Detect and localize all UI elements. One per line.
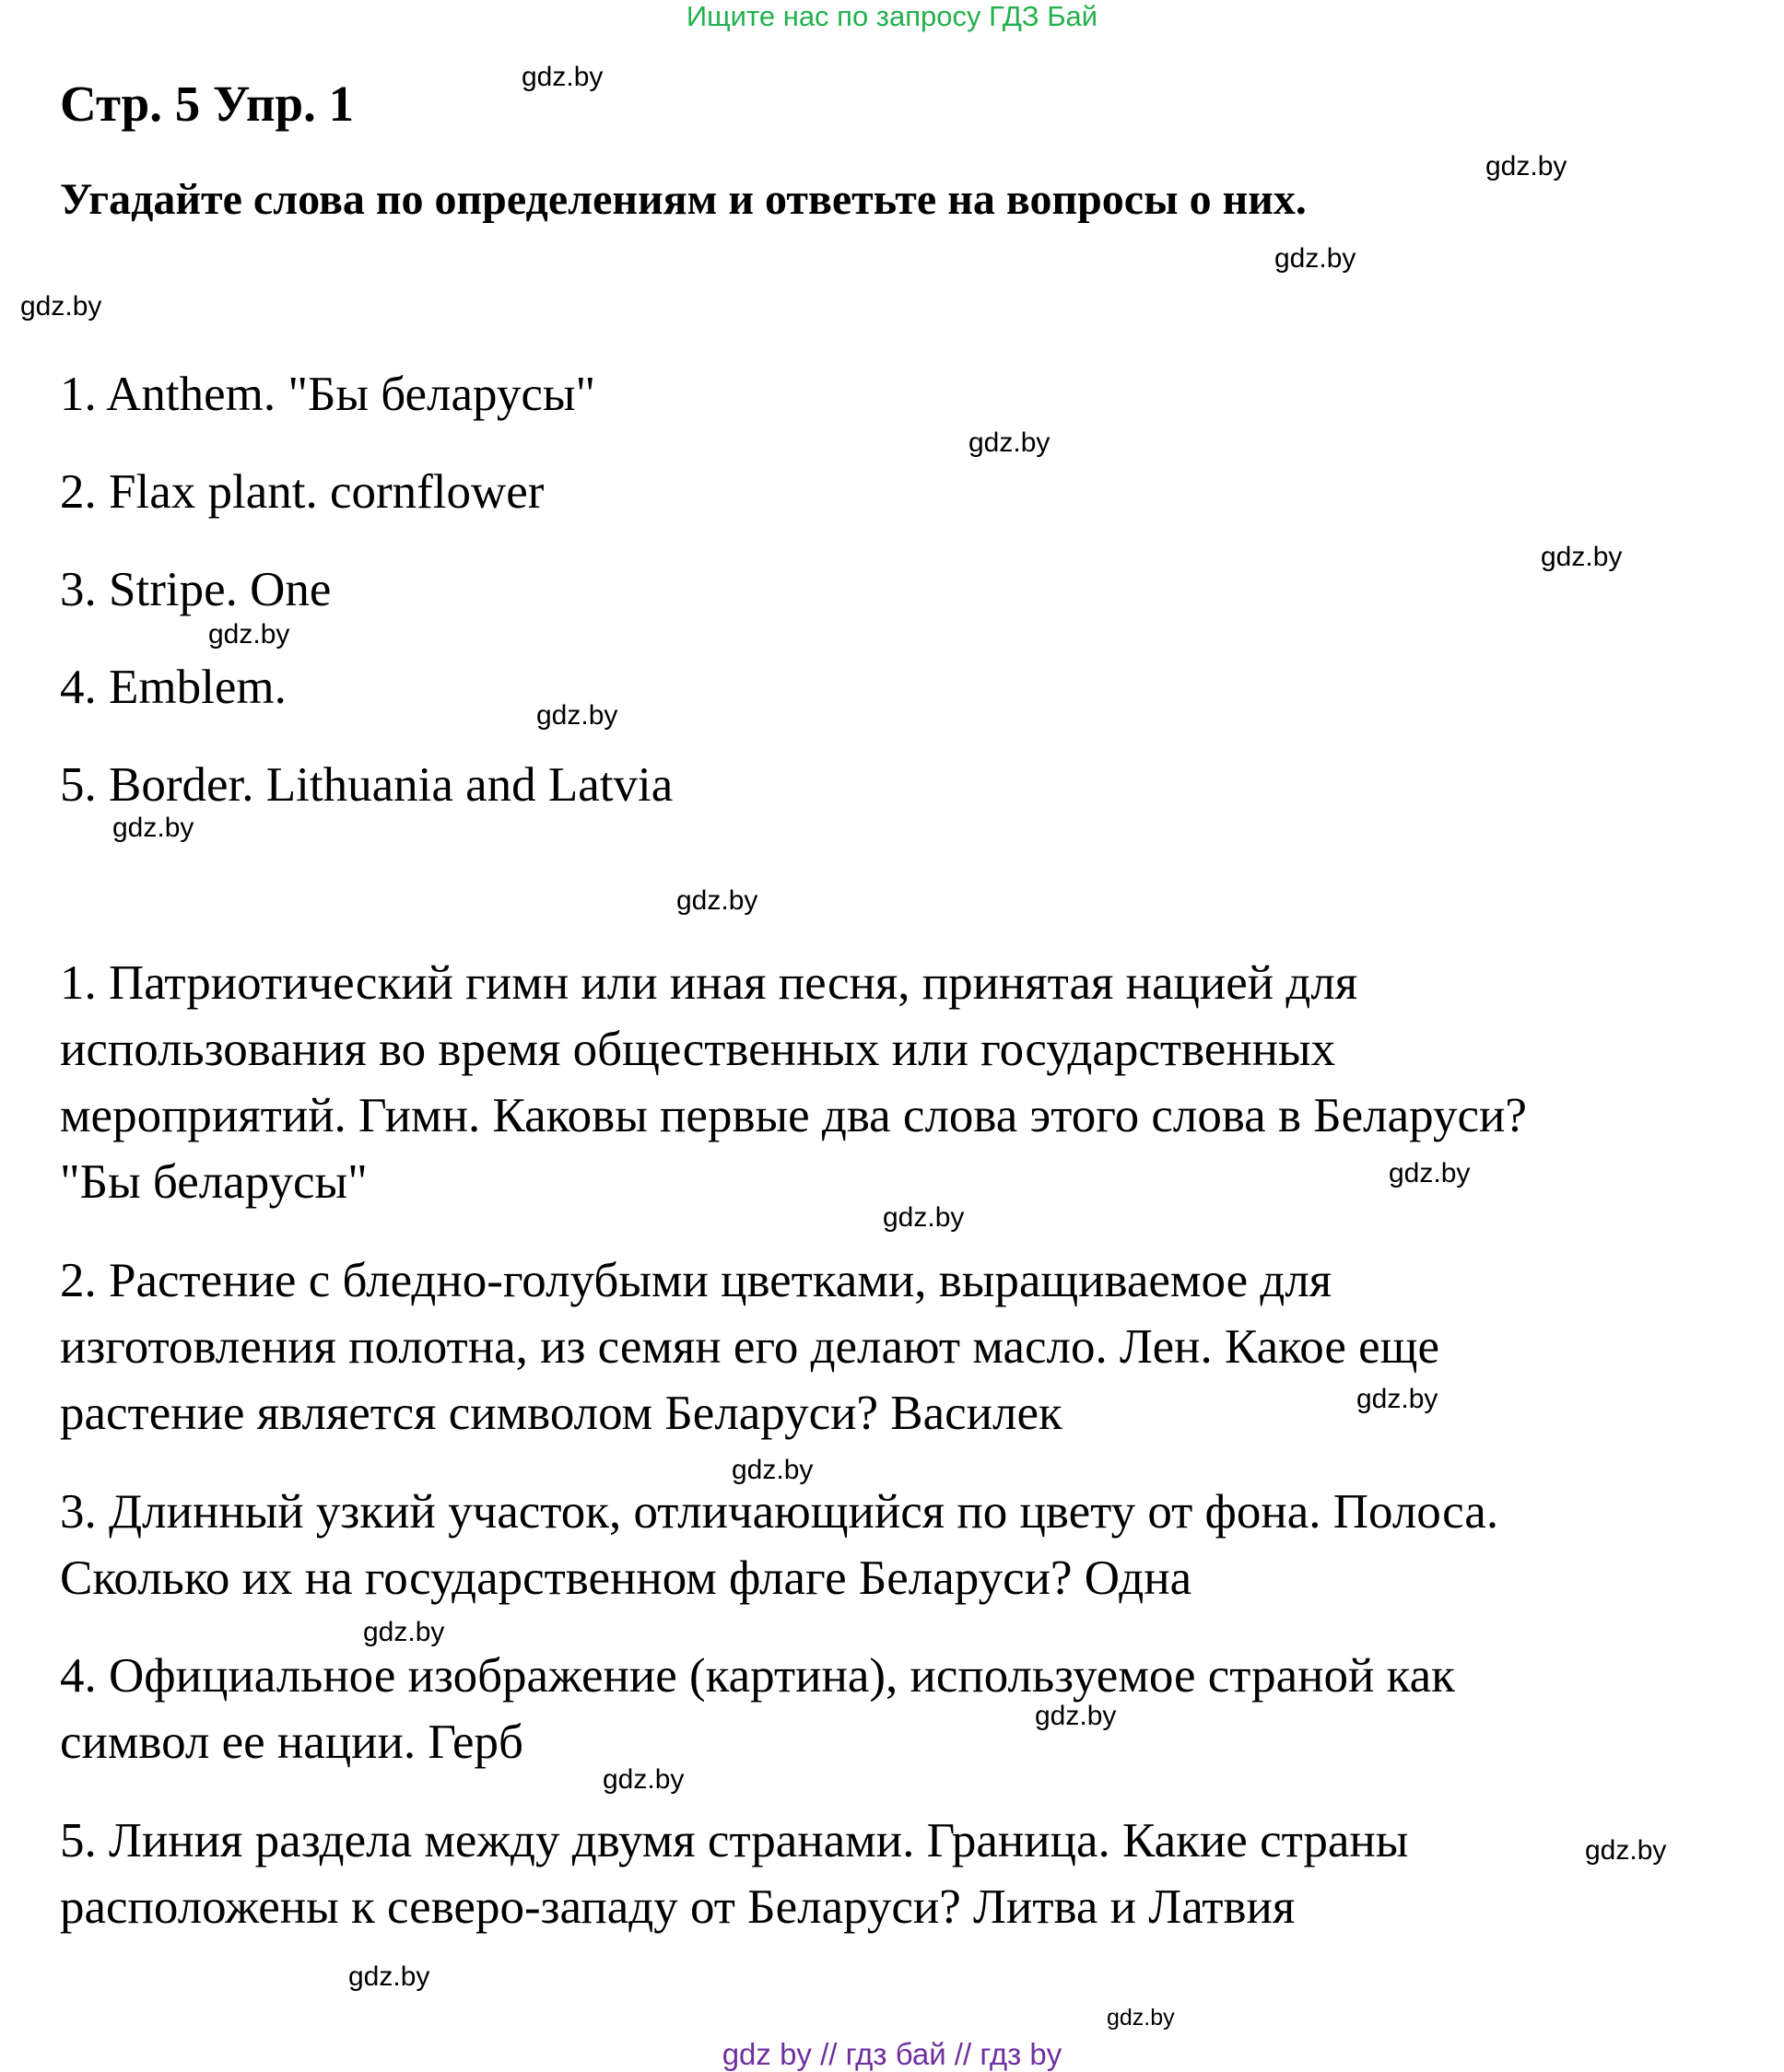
watermark: gdz.by [1035, 1701, 1117, 1731]
search-banner: Ищите нас по запросу ГДЗ Бай [686, 0, 1098, 32]
definition-paragraph [60, 1808, 1719, 1940]
paragraph-line: изготовления полотна, из семян его делают масло. Лен. Какое еще [60, 1320, 1439, 1374]
definition-paragraph [60, 1643, 1719, 1775]
watermark: gdz.by [676, 885, 758, 916]
paragraph-line: использования во время общественных или государственных [60, 1023, 1336, 1076]
answer-line: 3. Stripe. One [60, 563, 332, 616]
watermark: gdz.by [1541, 542, 1623, 572]
watermark: gdz.by [732, 1455, 814, 1485]
paragraph-line: расположены к северо-западу от Беларуси? Литва и Латвия [60, 1880, 1296, 1934]
paragraph-line: 2. Растение с бледно-голубыми цветками, выращиваемое для [60, 1254, 1332, 1307]
watermark: gdz.by [348, 1961, 430, 1992]
paragraph-line: символ ее нации. Герб [60, 1715, 523, 1769]
page-title: Стр. 5 Упр. 1 [60, 76, 355, 132]
answer-line: 5. Border. Lithuania and Latvia [60, 758, 674, 812]
answer-line: 4. Emblem. [60, 661, 287, 714]
watermark: gdz.by [522, 62, 604, 92]
answer-line: 2. Flax plant. cornflower [60, 465, 545, 519]
paragraph-line: 3. Длинный узкий участок, отличающийся по цвету от фона. Полоса. [60, 1485, 1499, 1539]
watermark: gdz.by [363, 1617, 445, 1647]
watermark: gdz.by [1356, 1384, 1438, 1414]
definition-paragraph [60, 1479, 1719, 1611]
watermark: gdz.by [20, 291, 102, 322]
watermark: gdz.by [1274, 243, 1356, 274]
watermark: gdz.by [603, 1764, 685, 1795]
paragraph-line: 4. Официальное изображение (картина), используемое страной как [60, 1649, 1455, 1703]
definition-paragraph [60, 1247, 1719, 1446]
task-heading: Угадайте слова по определениям и ответьте на вопросы о них. [60, 175, 1307, 224]
watermark: gdz.by [1389, 1158, 1471, 1188]
watermark: gdz.by [112, 813, 194, 843]
paragraph-line: 1. Патриотический гимн или иная песня, принятая нацией для [60, 956, 1358, 1010]
footer-links: gdz by // гдз бай // гдз by [722, 2037, 1062, 2071]
watermark: gdz.by [1485, 151, 1567, 181]
watermark: gdz.by [1585, 1835, 1667, 1866]
watermark: gdz.by [883, 1202, 965, 1233]
watermark: gdz.by [1107, 2005, 1175, 2031]
watermark: gdz.by [208, 619, 290, 650]
paragraph-line: Сколько их на государственном флаге Беларуси? Одна [60, 1551, 1192, 1605]
watermark: gdz.by [968, 427, 1050, 458]
paragraph-line: "Бы беларусы" [60, 1155, 368, 1209]
paragraph-line: растение является символом Беларуси? Василек [60, 1387, 1062, 1440]
answer-line: 1. Anthem. "Бы беларусы" [60, 368, 596, 421]
watermark: gdz.by [536, 700, 618, 731]
paragraph-line: 5. Линия раздела между двумя странами. Граница. Какие страны [60, 1814, 1409, 1867]
paragraph-line: мероприятий. Гимн. Каковы первые два слова этого слова в Беларуси? [60, 1089, 1527, 1142]
